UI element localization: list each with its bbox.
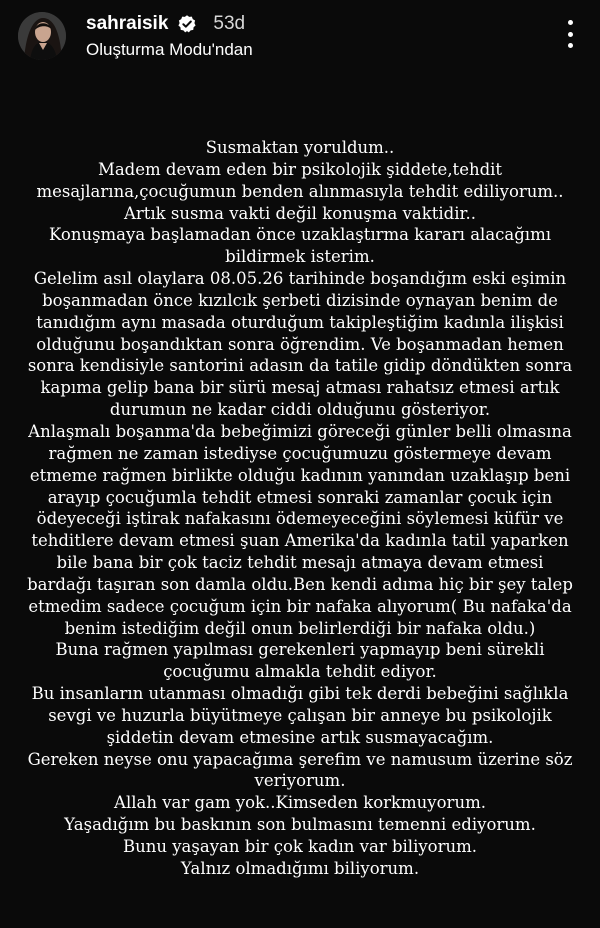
story-text-block: [18, 137, 582, 880]
story-text-line: şiddetin devam etmesine artık susmayacağım.: [106, 727, 494, 747]
user-row: [86, 12, 253, 36]
story-text-line: benim istediğim değil onun belirlerdiği bir nafaka oldu.): [64, 618, 536, 638]
avatar[interactable]: [18, 12, 66, 60]
story-text-line: Gelelim asıl olaylara 08.05.26 tarihinde boşandığım eski eşimin: [33, 269, 567, 289]
story-text-line: Artık susma vakti değil konuşma vaktidir..: [123, 203, 477, 223]
story-text-line: veriyorum.: [254, 771, 346, 791]
story-text-line: Anlaşmalı boşanma'da bebeğimizi göreceği günler belli olmasına: [28, 421, 572, 441]
story-text-line: durumun ne kadar ciddi olduğunu gösteriyor.: [109, 400, 491, 420]
more-vertical-icon-dot: [568, 43, 573, 48]
username[interactable]: sahraisik: [86, 13, 169, 34]
story-text-line: Susmaktan yoruldum..: [205, 138, 395, 157]
story-text-line: bardağı taşıran son damla oldu.Ben kendi adıma hiç bir şey talep: [27, 574, 573, 594]
more-options-button[interactable]: [564, 20, 576, 48]
story-text-line: etmeme rağmen birlikte olduğu kadının yanından uzaklaşıp beni: [29, 465, 571, 485]
story-text-line: Bunu yaşayan bir çok kadın var biliyorum.: [122, 837, 478, 856]
story-text-line: Bu insanların utanması olmadığı gibi tek derdi bebeğini sağlıkla: [31, 684, 569, 704]
story-text-line: Allah var gam yok..Kimseden korkmuyorum.: [114, 793, 486, 813]
story-text-line: Gereken neyse onu yapacağıma şerefim ve namusum üzerine söz: [27, 749, 573, 769]
story-text-line: Yaşadığım bu baskının son bulmasını temenni ediyorum.: [64, 815, 536, 835]
story-text-line: sonra kendisiyle santorini adasın da tatile gidip döndükten sonra: [27, 356, 573, 376]
story-text-line: çocuğumu almakla tehdit ediyor.: [163, 662, 437, 682]
verified-badge-icon: [177, 14, 197, 34]
story-header: [18, 12, 582, 60]
story-text-line: Konuşmaya başlamadan önce uzaklaştırma kararı alacağımı: [49, 225, 551, 245]
story-text-line: rağmen ne zaman istediyse çocuğumuzu göstermeye devam: [48, 443, 552, 463]
user-info: [86, 12, 253, 60]
story-text-line: olduğunu boşandıktan sonra öğrendim. Ve boşanmadan hemen: [36, 334, 564, 354]
story-text-line: ödeyeceği iştirak nafakasını ödemeyeceğini söylemesi küfür ve: [36, 509, 564, 529]
story-text-line: etmedim sadece çocuğum için bir nafaka alıyorum( Bu nafaka'da: [28, 596, 572, 616]
story-time: 53d: [213, 13, 246, 34]
more-vertical-icon-dot: [568, 20, 573, 25]
avatar-image: [18, 12, 66, 60]
story-text-line: boşanmadan önce kızılcık şerbeti dizisinde oynayan benim de: [42, 290, 558, 310]
story-text-line: arayıp çocuğumla tehdit etmesi sonraki zamanlar çocuk için: [47, 487, 553, 507]
story-text-line: tehditlere devam etmesi şuan Amerika'da kadınla tatil yaparken: [31, 531, 569, 551]
story-text-line: mesajlarına,çocuğumun benden alınmasıyla tehdit ediliyorum..: [36, 181, 564, 201]
more-vertical-icon-dot: [568, 32, 573, 37]
story-text-line: Yalnız olmadığımı biliyorum.: [180, 858, 420, 878]
story-text-line: Madem devam eden bir psikolojik şiddete,tehdit: [97, 159, 503, 179]
story-text-line: bildirmek isterim.: [225, 247, 375, 267]
story-text-line: sevgi ve huzurla büyütmeye çalışan bir anneye bu psikolojik: [48, 705, 552, 725]
story-text-line: bile bana bir çok taciz tehdit mesajı atmaya devam etmesi: [56, 553, 544, 573]
story-text-line: kapıma gelip bana bir sürü mesaj atması rahatsız etmesi artık: [40, 378, 560, 398]
story-source-label[interactable]: Oluşturma Modu'ndan: [86, 40, 253, 59]
story-text-line: Buna rağmen yapılması gerekenleri yapmayıp beni sürekli: [55, 640, 545, 660]
story-text-line: tanıdığım aynı masada oturduğum takipleştiğim kadınla ilişkisi: [36, 312, 564, 332]
